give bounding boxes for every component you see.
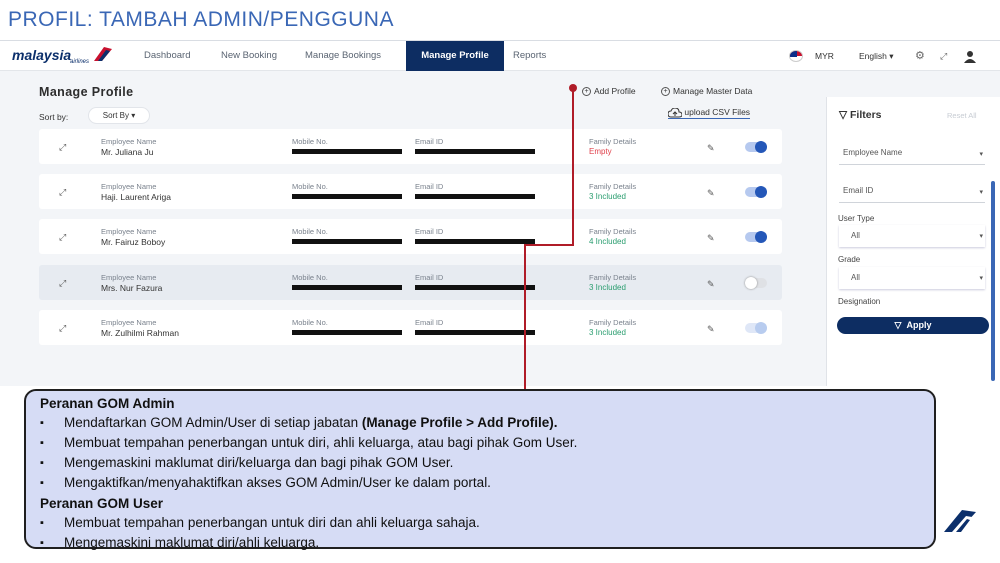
filter-icon: ▽ — [839, 109, 848, 121]
reset-all-link[interactable]: Reset All — [947, 111, 977, 120]
family-details-value: 3 Included — [589, 192, 626, 201]
mobile-label: Mobile No. — [292, 273, 328, 282]
mobile-label: Mobile No. — [292, 137, 328, 146]
language-selector[interactable]: English ▾ — [859, 51, 894, 61]
employee-name: Mr. Zulhilmi Rahman — [101, 328, 179, 338]
email-label: Email ID — [415, 318, 444, 327]
employee-name: Haji. Laurent Ariga — [101, 192, 171, 202]
apply-label: Apply — [906, 320, 932, 330]
user-type-value: All — [851, 231, 860, 240]
employee-name-label: Employee Name — [101, 182, 157, 191]
sort-by-button-label: Sort By — [102, 111, 129, 120]
family-details-value: Empty — [589, 147, 612, 156]
slide-title: PROFIL: TAMBAH ADMIN/PENGGUNA — [8, 8, 394, 31]
email-label: Email ID — [415, 137, 444, 146]
malaysia-airlines-logo-icon — [940, 506, 980, 536]
edit-icon[interactable]: ✎ — [707, 279, 715, 289]
filter-icon: ▽ — [894, 320, 902, 330]
plus-icon: + — [582, 87, 591, 96]
email-label: Email ID — [415, 273, 444, 282]
employee-name: Mrs. Nur Fazura — [101, 283, 163, 293]
list-item — [40, 433, 920, 453]
expand-icon[interactable]: ⤢ — [59, 278, 67, 288]
family-details-value: 4 Included — [589, 237, 626, 246]
list-item-text: Mengaktifkan/menyahaktifkan akses GOM Admin/User ke dalam portal. — [64, 475, 491, 490]
family-details-value: 3 Included — [589, 328, 626, 337]
sort-by-label: Sort by: — [39, 112, 69, 122]
employee-name: Mr. Juliana Ju — [101, 147, 154, 157]
family-details-label: Family Details — [589, 273, 637, 282]
expand-icon[interactable]: ⤢ — [59, 142, 67, 152]
email-label: Email ID — [415, 227, 444, 236]
list-item-text: Membuat tempahan penerbangan untuk diri, ahli keluarga, atau bagi pihak Gom User. — [64, 435, 578, 450]
page-title: Manage Profile — [39, 85, 134, 99]
chevron-down-icon: ▾ — [979, 233, 983, 240]
edit-icon[interactable]: ✎ — [707, 188, 715, 198]
user-role-list — [40, 513, 920, 553]
employee-name-label: Employee Name — [101, 318, 157, 327]
user-role-heading: Peranan GOM User — [40, 496, 164, 511]
sort-by-button[interactable]: Sort By ▾ — [88, 107, 150, 124]
gear-icon[interactable]: ⚙ — [915, 50, 925, 62]
nav-manage-profile[interactable]: Manage Profile — [406, 41, 504, 71]
family-details-label: Family Details — [589, 227, 637, 236]
list-item-bold-text: (Manage Profile > Add Profile). — [361, 415, 558, 430]
designation-label: Designation — [838, 297, 881, 306]
user-type-label: User Type — [838, 214, 875, 223]
family-details-label: Family Details — [589, 137, 637, 146]
list-item-text: Mengemaskini maklumat diri/ahli keluarga. — [64, 535, 320, 550]
expand-icon[interactable]: ⤢ — [59, 187, 67, 197]
list-item — [40, 413, 920, 433]
brand-logo[interactable]: malaysia — [12, 47, 72, 63]
mobile-label: Mobile No. — [292, 227, 328, 236]
currency-selector[interactable]: MYR — [815, 51, 834, 61]
employee-name-placeholder: Employee Name — [843, 148, 903, 157]
list-item-text: Mengemaskini maklumat diri/keluarga dan bagi pihak GOM User. — [64, 455, 454, 470]
employee-name-label: Employee Name — [101, 227, 157, 236]
expand-icon[interactable]: ⤢ — [59, 323, 67, 333]
admin-role-list — [40, 413, 920, 493]
admin-role-heading: Peranan GOM Admin — [40, 396, 175, 411]
mobile-label: Mobile No. — [292, 318, 328, 327]
list-item — [40, 513, 920, 533]
plus-icon: + — [661, 87, 670, 96]
grade-value: All — [851, 273, 860, 282]
nav-new-booking[interactable]: New Booking — [221, 50, 277, 61]
family-details-label: Family Details — [589, 182, 637, 191]
add-profile-label: Add Profile — [594, 86, 636, 96]
employee-name-label: Employee Name — [101, 273, 157, 282]
employee-name: Mr. Fairuz Boboy — [101, 237, 166, 247]
edit-icon[interactable]: ✎ — [707, 233, 715, 243]
nav-manage-bookings[interactable]: Manage Bookings — [305, 50, 382, 61]
list-item — [40, 453, 920, 473]
expand-icon[interactable]: ⤢ — [59, 232, 67, 242]
email-label: Email ID — [415, 182, 444, 191]
roles-callout — [24, 389, 936, 549]
grade-label: Grade — [838, 255, 861, 264]
manage-master-data-label: Manage Master Data — [673, 86, 753, 96]
family-details-value: 3 Included — [589, 283, 626, 292]
chevron-down-icon: ▾ — [979, 151, 983, 158]
family-details-label: Family Details — [589, 318, 637, 327]
chevron-down-icon: ▾ — [979, 189, 983, 196]
email-id-placeholder: Email ID — [843, 186, 874, 195]
mobile-label: Mobile No. — [292, 182, 328, 191]
list-item-text: Mendaftarkan GOM Admin/User di setiap jabatan — [64, 415, 362, 430]
upload-csv-label: upload CSV Files — [684, 107, 751, 117]
language-label: English — [859, 51, 887, 61]
brand-logo-sub: airlines — [70, 59, 90, 65]
nav-dashboard[interactable]: Dashboard — [144, 50, 191, 61]
edit-icon[interactable]: ✎ — [707, 324, 715, 334]
filters-title-label: Filters — [850, 109, 882, 121]
list-item-text: Membuat tempahan penerbangan untuk diri dan ahli keluarga sahaja. — [64, 515, 480, 530]
nav-reports[interactable]: Reports — [513, 50, 547, 61]
list-item — [40, 533, 920, 553]
edit-icon[interactable]: ✎ — [707, 143, 715, 153]
list-item — [40, 473, 920, 493]
employee-name-label: Employee Name — [101, 137, 157, 146]
expand-icon[interactable]: ⤢ — [940, 51, 948, 61]
chevron-down-icon: ▾ — [979, 275, 983, 282]
